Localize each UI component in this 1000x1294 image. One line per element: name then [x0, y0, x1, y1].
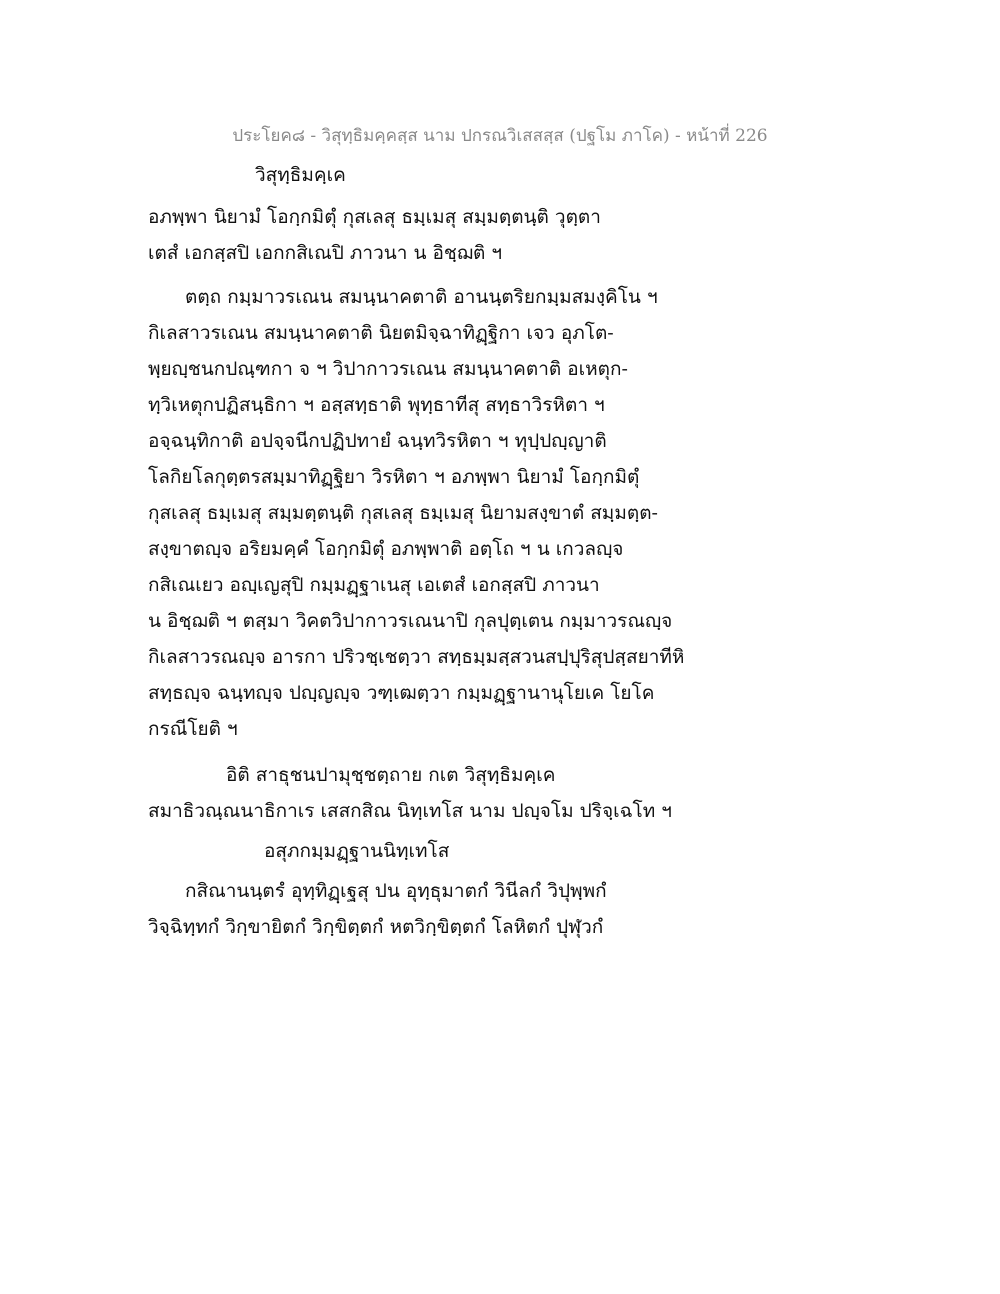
- colophon-line: สมาธิวณฺณนาธิกาเร เสสกสิณ นิทฺเทโส นาม ปญฺจโม ปริจฺเฉโท ฯ: [148, 800, 672, 822]
- chapter-heading: วิสุทฺธิมคฺเค: [255, 164, 346, 186]
- text-line: อจฺฉนฺทิกาติ อปจฺจนีกปฏิปทายํ ฉนฺทวิรหิตา ฯ ทุปฺปญฺญาติ: [148, 430, 607, 452]
- text-line: ตตฺถ กมฺมาวรเณน สมนฺนาคตาติ อานนฺตริยกมฺมสมงฺคิโน ฯ: [185, 286, 658, 308]
- text-line: กุสเลสุ ธมฺเมสุ สมฺมตฺตนฺติ กุสเลสุ ธมฺเมสุ นิยามสงฺขาตํ สมฺมตฺต-: [148, 502, 658, 524]
- running-header: ประโยค๘ - วิสุทฺธิมคฺคสฺส นาม ปกรณวิเสสสฺส (ปฐโม ภาโค) - หน้าที่ 226: [232, 126, 768, 146]
- text-line: กสิณานนฺตรํ อุทฺทิฏฺเฐสุ ปน อุทฺธุมาตกํ วินีลกํ วิปุพฺพกํ: [185, 880, 607, 902]
- text-line: กิเลสาวรณญฺจ อารกา ปริวชฺเชตฺวา สทฺธมฺมสฺสวนสปฺปุริสุปสฺสยาทีหิ: [148, 646, 685, 668]
- text-line: อภพฺพา นิยามํ โอกฺกมิตุํ กุสเลสุ ธมฺเมสุ สมฺมตฺตนฺติ วุตฺตา: [148, 206, 601, 228]
- text-line: สงฺขาตญฺจ อริยมคฺคํ โอกฺกมิตุํ อภพฺพาติ อตฺโถ ฯ น เกวลญฺจ: [148, 538, 624, 560]
- text-line: พฺยญฺชนกปณฺฑกา จ ฯ วิปากาวรเณน สมนฺนาคตาติ อเหตุก-: [148, 358, 628, 380]
- text-line: กรณีโยติ ฯ: [148, 718, 238, 740]
- text-line: โลกิยโลกุตฺตรสมฺมาทิฏฺฐิยา วิรหิตา ฯ อภพฺพา นิยามํ โอกฺกมิตุํ: [148, 466, 640, 488]
- section-heading: อสุภกมฺมฏฺฐานนิทฺเทโส: [264, 840, 450, 862]
- text-line: กสิเณเยว อญฺเญสุปิ กมฺมฏฺฐาเนสุ เอเตสํ เอกสฺสปิ ภาวนา: [148, 574, 600, 596]
- colophon-line: อิติ สาธุชนปามุชฺชตฺถาย กเต วิสุทฺธิมคฺเค: [226, 764, 556, 786]
- text-line: น อิชฺฌติ ฯ ตสฺมา วิคตวิปากาวรเณนาปิ กุลปุตฺเตน กมฺมาวรณญฺจ: [148, 610, 673, 632]
- text-line: สทฺธญฺจ ฉนฺทญฺจ ปญฺญญฺจ วฑฺเฒตฺวา กมฺมฏฺฐานานุโยเค โยโค: [148, 682, 655, 704]
- text-line: ทฺวิเหตุกปฏิสนฺธิกา ฯ อสฺสทฺธาติ พุทฺธาทีสุ สทฺธาวิรหิตา ฯ: [148, 394, 605, 416]
- text-line: วิจฺฉิทฺทกํ วิกฺขายิตกํ วิกฺขิตฺตกํ หตวิกฺขิตฺตกํ โลหิตกํ ปุฬุวกํ: [148, 916, 604, 938]
- text-line: เตสํ เอกสฺสปิ เอกกสิเณปิ ภาวนา น อิชฺฌติ ฯ: [148, 242, 503, 264]
- text-line: กิเลสาวรเณน สมนฺนาคตาติ นิยตมิจฺฉาทิฏฺฐิกา เจว อุภโต-: [148, 322, 614, 344]
